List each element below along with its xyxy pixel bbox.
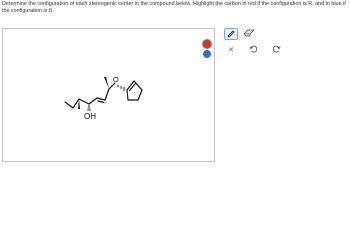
o-label: O: [113, 75, 119, 84]
redo-icon: [273, 45, 281, 55]
eraser-icon: [243, 29, 255, 39]
drawing-canvas[interactable]: [2, 28, 215, 162]
bond-alkene-2: [98, 101, 104, 103]
hash-oh: [87, 106, 91, 110]
redo-button[interactable]: [272, 45, 282, 55]
pencil-button[interactable]: [224, 28, 238, 40]
close-icon: ✕: [228, 47, 234, 54]
close-button[interactable]: [226, 45, 236, 55]
wedge-methyl: [104, 77, 109, 89]
undo-button[interactable]: [248, 45, 258, 55]
bond-alkene-ether-c: [105, 89, 109, 100]
bond-alkene: [97, 98, 105, 100]
undo-icon: [249, 45, 257, 55]
oh-label: OH: [84, 112, 96, 121]
bond-c-carbinol: [79, 99, 89, 104]
ring-bond-3: [138, 90, 142, 100]
bond-carbinol-alkene: [89, 98, 97, 104]
blue-color-button[interactable]: [203, 50, 211, 58]
hash-ring: [118, 85, 124, 91]
bond-ethyl-2: [73, 99, 79, 108]
question-text: Determine the configuration of each stereogenic center in the compound below. Highlight the carbon in red if the configuration is R, and in blue if the configuration is S.: [2, 1, 346, 14]
bond-ethyl-1: [65, 102, 73, 108]
pencil-icon: [226, 29, 236, 40]
molecule-structure: [3, 29, 216, 163]
ring-bond-5: [127, 90, 128, 100]
toolbar: [224, 28, 274, 58]
red-color-button[interactable]: [203, 40, 211, 48]
eraser-button[interactable]: [243, 29, 255, 39]
ring-bond-2: [134, 81, 142, 90]
